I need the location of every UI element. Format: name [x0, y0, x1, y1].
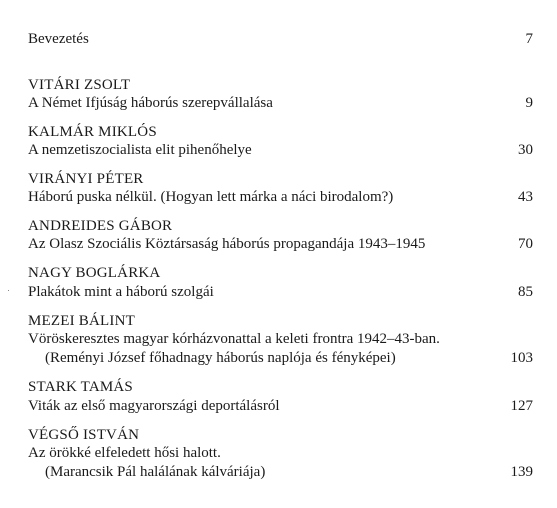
entry-title: A nemzetiszocialista elit pihenőhelye [28, 142, 252, 158]
entry-page-number: 127 [510, 398, 533, 414]
toc-intro[interactable] [28, 30, 533, 48]
entry-author: VIRÁNYI PÉTER [28, 171, 144, 187]
intro-title: Bevezetés [28, 31, 89, 47]
toc-entry[interactable] [28, 330, 533, 348]
entry-author: MEZEI BÁLINT [28, 313, 135, 329]
entry-page-number: 30 [518, 142, 533, 158]
entry-page-number: 70 [518, 236, 533, 252]
toc-entry[interactable] [28, 235, 533, 253]
toc-entry[interactable] [28, 397, 533, 415]
entry-title: Az Olasz Szociális Köztársaság háborús propagandája 1943–1945 [28, 236, 426, 252]
entry-author: KALMÁR MIKLÓS [28, 124, 157, 140]
entry-page-number: 103 [510, 350, 533, 366]
toc-entry[interactable] [28, 94, 533, 112]
entry-author: NAGY BOGLÁRKA [28, 265, 161, 281]
entry-title: Az örökké elfeledett hősi halott. [28, 445, 221, 461]
scan-speck [8, 290, 9, 291]
toc-entry[interactable] [28, 444, 533, 462]
intro-page-number: 7 [525, 31, 533, 47]
entry-author: VITÁRI ZSOLT [28, 77, 131, 93]
entry-subtitle: (Reményi József főhadnagy háborús naplója és fényképei) [45, 350, 396, 366]
entry-author: VÉGSŐ ISTVÁN [28, 427, 140, 443]
entry-title: Plakátok mint a háború szolgái [28, 284, 214, 300]
toc-entry[interactable] [28, 141, 533, 159]
entry-title: Vöröskeresztes magyar kórházvonattal a keleti frontra 1942–43-ban. [28, 331, 440, 347]
entry-page-number: 9 [525, 95, 533, 111]
entry-title: Viták az első magyarországi deportálásról [28, 398, 280, 414]
toc-entry[interactable] [28, 188, 533, 206]
entry-title: Háború puska nélkül. (Hogyan lett márka a náci birodalom?) [28, 189, 394, 205]
entry-page-number: 43 [518, 189, 533, 205]
entry-title: A Német Ifjúság háborús szerepvállalása [28, 95, 273, 111]
entry-page-number: 85 [518, 284, 533, 300]
toc-entry-continued[interactable] [28, 463, 533, 481]
entry-page-number: 139 [510, 464, 533, 480]
entry-subtitle: (Marancsik Pál halálának kálváriája) [45, 464, 266, 480]
entry-author: ANDREIDES GÁBOR [28, 218, 173, 234]
entry-author: STARK TAMÁS [28, 379, 133, 395]
toc-entry[interactable] [28, 283, 533, 301]
toc-entry-continued[interactable] [28, 349, 533, 367]
